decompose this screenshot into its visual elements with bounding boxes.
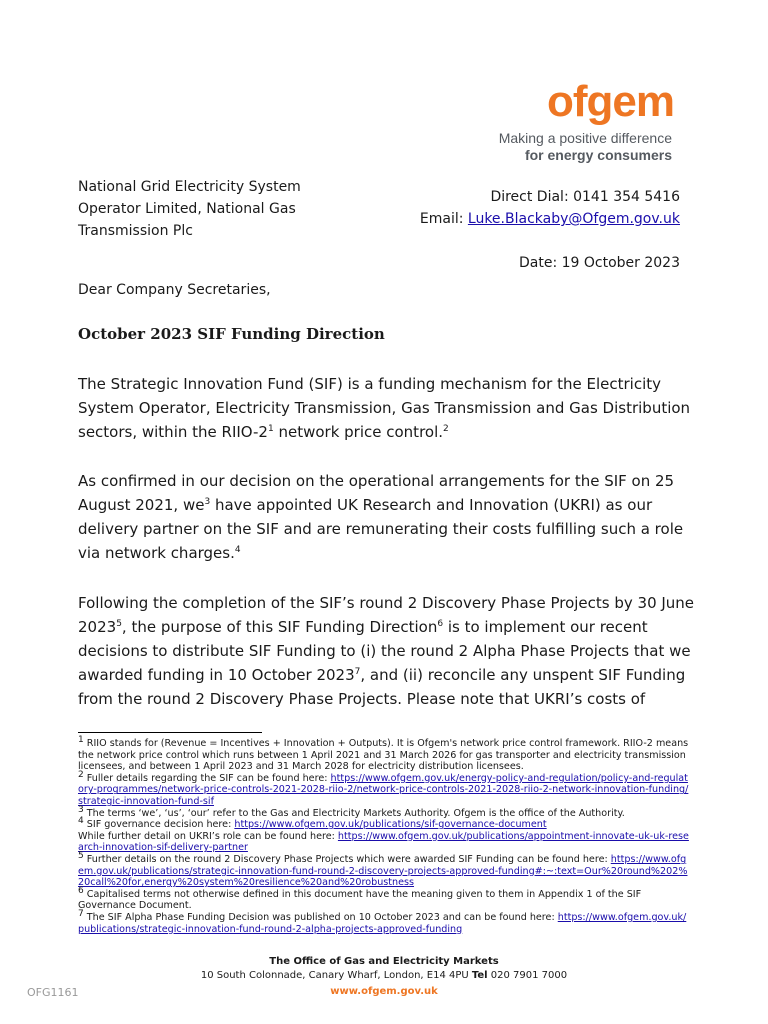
paragraph-2-text-b: have appointed UK Research and Innovation (UKRI) as our delivery partner on the SIF and are remunerating their costs fulfilling such a role via network charges. [78, 496, 684, 562]
footnote-1-number: 1 [78, 734, 84, 745]
footnote-4b-text: While further detail on UKRI’s role can be found here: [78, 830, 338, 842]
paragraph-1 [78, 372, 698, 444]
footnote-7-link[interactable]: https://www.ofgem.gov.uk/publications/strategic-innovation-fund-round-2-alpha-projects-approved-funding [78, 911, 687, 935]
footer-website[interactable]: www.ofgem.gov.uk [330, 986, 438, 997]
footnote-3-text: The terms ‘we’, ‘us’, ‘our’ refer to the Gas and Electricity Markets Authority. Ofgem is the office of the Authority. [83, 807, 625, 819]
footnote-3 [78, 804, 690, 820]
footnote-5-text: Further details on the round 2 Discovery Phase Projects which were awarded SIF Funding can be found here: [83, 853, 611, 865]
footnote-ref-7[interactable]: 7 [354, 667, 361, 677]
paragraph-3-text-b: , the purpose of this SIF Funding Direction [121, 618, 438, 636]
footnote-6-number: 6 [78, 885, 84, 896]
footnote-6-text: Capitalised terms not otherwise defined in this document have the meaning given to them in Appendix 1 of the SIF Governance Document. [78, 888, 642, 912]
footnote-ref-4[interactable]: 4 [234, 545, 241, 555]
footnote-7 [78, 908, 690, 935]
recipient-line-3: Transmission Plc [78, 223, 193, 239]
footnote-7-text: The SIF Alpha Phase Funding Decision was published on 10 October 2023 and can be found here: [83, 911, 558, 923]
footnote-divider [78, 732, 262, 733]
recipient-line-2: Operator Limited, National Gas [78, 201, 296, 217]
footnotes [78, 734, 690, 935]
footnote-3-number: 3 [78, 804, 84, 815]
paragraph-1-text: The Strategic Innovation Fund (SIF) is a funding mechanism for the Electricity System Operator, Electricity Transmission, Gas Transmission and Gas Distribution sectors, within the RIIO-2 [78, 375, 691, 441]
footnote-4-number: 4 [78, 815, 84, 826]
footnote-4-link[interactable]: https://www.ofgem.gov.uk/publications/sif-governance-document [234, 819, 547, 831]
footnote-2-number: 2 [78, 769, 84, 780]
salutation: Dear Company Secretaries, [78, 282, 271, 298]
logo-tagline-2: for energy consumers [524, 147, 672, 163]
logo-wordmark: ofgem [547, 77, 674, 126]
footnote-ref-2[interactable]: 2 [443, 424, 449, 434]
footnote-4b [78, 831, 690, 854]
footer-tel-label: Tel [471, 970, 488, 981]
letter-date: Date: 19 October 2023 [519, 255, 680, 271]
footnote-4-text: SIF governance decision here: [83, 819, 235, 831]
recipient-line-1: National Grid Electricity System [78, 179, 301, 195]
footer-tel: 020 7901 7000 [487, 970, 568, 981]
paragraph-3-text: Following the completion of the SIF’s round 2 Discovery Phase Projects by 30 June 2023 [78, 594, 695, 636]
footnote-5-link[interactable]: https://www.ofgem.gov.uk/publications/strategic-innovation-fund-round-2-discovery-projects-approved-funding#:~:text=Our%20round%202%20call%20for,energy%20system%20resilience%20and%20robustness [78, 853, 688, 889]
footnote-4 [78, 815, 690, 831]
paragraph-3-text-c: is to implement our recent decisions to distribute SIF Funding to (i) the round 2 Alpha Phase Projects that we awarded funding in 10 October 2023 [78, 618, 691, 684]
paragraph-3-text-d: , and (ii) reconcile any unspent SIF Funding from the round 2 Discovery Phase Projects. Please note that UKRI’s costs of [78, 666, 686, 708]
footnote-ref-3[interactable]: 3 [204, 497, 211, 507]
contact-block [420, 186, 680, 274]
footnote-4b-link[interactable]: https://www.ofgem.gov.uk/publications/appointment-innovate-uk-uk-research-innovation-sif-delivery-partner [78, 830, 689, 854]
footer-address-text: 10 South Colonnade, Canary Wharf, London, E14 4PU [200, 970, 472, 981]
email-line [420, 208, 680, 230]
footnote-ref-6[interactable]: 6 [437, 619, 444, 629]
paragraph-3 [78, 591, 698, 711]
paragraph-2-text: As confirmed in our decision on the operational arrangements for the SIF on 25 August 2021, we [78, 472, 675, 514]
paragraph-2 [78, 469, 698, 565]
page-title: October 2023 SIF Funding Direction [78, 325, 385, 343]
footnote-1-text: RIIO stands for (Revenue = Incentives + Innovation + Outputs). It is Ofgem's network price control framework. RIIO-2 means the network price control which runs between 1 April 2021 and 31 March 2026 for gas transporter and electricity transmission licensees, and between 1 April 2023 and 31 March 2028 for electricity distribution licensees. [78, 738, 689, 773]
email-link[interactable]: Luke.Blackaby@Ofgem.gov.uk [467, 211, 680, 227]
footnote-2-text: Fuller details regarding the SIF can be found here: [83, 772, 331, 784]
direct-dial: Direct Dial: 0141 354 5416 [490, 189, 680, 205]
footnote-ref-1[interactable]: 1 [267, 424, 274, 434]
email-label: Email: [419, 211, 468, 227]
ofgem-logo [498, 77, 674, 170]
footer-address [0, 969, 768, 983]
recipient-address [78, 176, 301, 242]
paragraph-1-text-b: network price control. [273, 423, 444, 441]
footnote-6 [78, 885, 690, 912]
footnote-1 [78, 734, 690, 773]
footer-org: The Office of Gas and Electricity Markets [269, 956, 499, 967]
footnote-2-link[interactable]: https://www.ofgem.gov.uk/energy-policy-and-regulation/policy-and-regulatory-programmes/network-price-controls-2021-2028-riio-2/network-price-controls-2021-2028-riio-2-network-innovation-funding/strategic-innovation-fund-sif [78, 772, 689, 807]
footnote-5 [78, 850, 690, 889]
logo-tagline-1: Making a positive difference [498, 130, 672, 146]
footnote-2 [78, 769, 690, 808]
footnote-ref-5[interactable]: 5 [116, 619, 122, 629]
footnote-5-number: 5 [78, 850, 84, 861]
document-code: OFG1161 [27, 986, 79, 999]
footnote-7-number: 7 [78, 908, 84, 919]
